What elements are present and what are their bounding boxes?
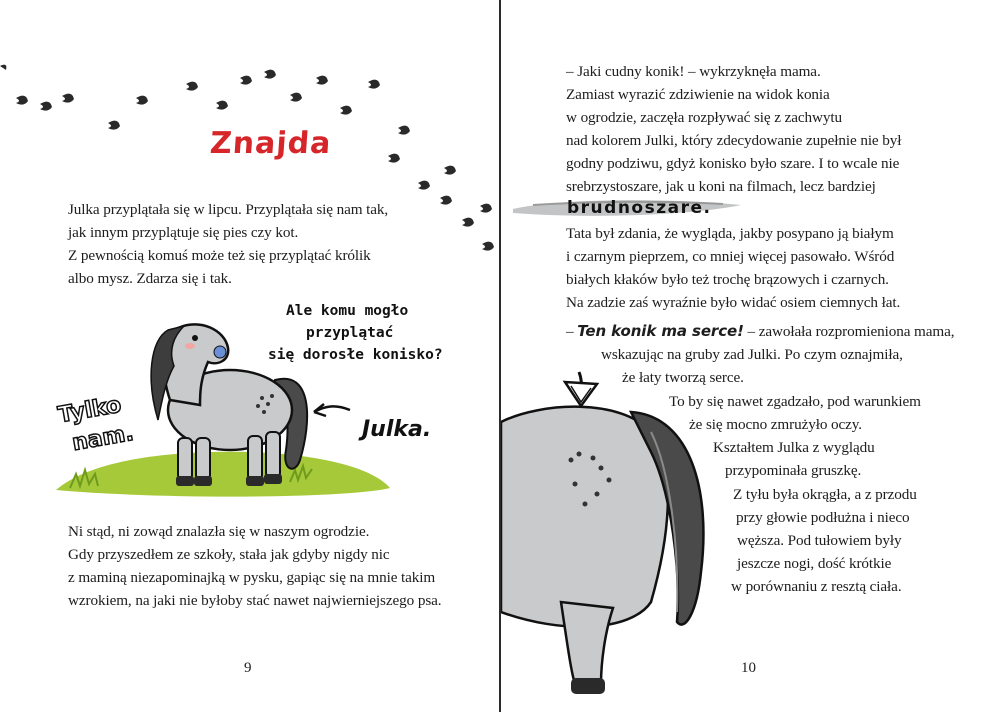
text-line: w porównaniu z resztą ciała. [731, 578, 902, 595]
text-line: wzrokiem, na jaki nie byłoby stać nawet najwierniejszego psa. [68, 592, 442, 609]
text-line: To by się nawet zgadzało, pod warunkiem [669, 393, 921, 410]
text-line: przypominała gruszkę. [725, 462, 862, 479]
text-line: wskazując na gruby zad Julki. Po czym oznajmiła, [601, 346, 903, 363]
text-line: że się mocno zmrużyło oczy. [689, 416, 863, 433]
text-line: albo mysz. Zdarza się i tak. [68, 270, 232, 287]
quote-line [566, 320, 954, 343]
text-line: nad kolorem Julki, który zdecydowanie zupełnie nie był [566, 132, 902, 149]
speech-line: Ale komu mogło [286, 303, 409, 319]
text-line: że łaty tworzą serce. [622, 369, 744, 386]
text-line: Z pewnością komuś może też się przyplątać królik [68, 247, 371, 264]
left-page [0, 0, 500, 712]
text-line: z maminą niezapominajką w pysku, gapiąc się na mnie takim [68, 569, 436, 586]
text-line: godny podziwu, gdyż konisko było szare. I to wcale nie [566, 155, 900, 172]
page-number: 9 [244, 660, 252, 676]
text-line: węższa. Pod tułowiem były [737, 532, 902, 549]
page-number: 10 [741, 660, 756, 676]
text-line: Z tyłu była okrągła, a z przodu [733, 486, 917, 503]
text-line: Julka przyplątała się w lipcu. Przyplątała się nam tak, [68, 201, 389, 218]
text-line: Na zadzie zaś wyraźnie było widać osiem ciemnych łat. [566, 294, 901, 311]
highlight-word: brudnoszare. [567, 198, 712, 218]
text-line: Zamiast wyrazić zdziwienie na widok konia [566, 86, 830, 103]
tylko-label: Tylko [56, 392, 124, 429]
text-line: i czarnym pieprzem, co mniej więcej pasowało. Wśród [566, 248, 895, 265]
text-line: w ogrodzie, zaczęła rozpływać się z zachwytu [566, 109, 842, 126]
text-line: Ni stąd, ni zowąd znalazła się w naszym ogrodzie. [68, 523, 370, 540]
text-line: srebrzystoszare, jak u koni na filmach, lecz bardziej [566, 178, 876, 195]
right-page [501, 0, 1002, 712]
quote-dash: – [566, 323, 574, 340]
text-line: Tata był zdania, że wygląda, jakby posypano ją białym [566, 225, 894, 242]
chapter-title: Znajda [208, 126, 333, 161]
text-line: białych kłaków było też trochę brązowych i czarnych. [566, 271, 889, 288]
julka-label: Julka. [362, 417, 432, 442]
text-line: jeszcze nogi, dość krótkie [737, 555, 892, 572]
speech-line: się dorosłe konisko? [268, 347, 443, 363]
text-line: Gdy przyszedłem ze szkoły, stała jak gdyby nigdy nic [68, 546, 390, 563]
nam-label: nam. [70, 420, 136, 457]
text-line: Kształtem Julka z wyglądu [713, 439, 875, 456]
text-line: – Jaki cudny konik! – wykrzyknęła mama. [566, 63, 821, 80]
quote-emphasis: Ten konik ma serce! [577, 322, 744, 340]
text-line: jak innym przyplątuje się pies czy kot. [68, 224, 299, 241]
quote-rest: – zawołała rozpromieniona mama, [747, 323, 955, 340]
text-line: przy głowie podłużna i nieco [736, 509, 910, 526]
speech-line: przyplątać [306, 325, 394, 341]
